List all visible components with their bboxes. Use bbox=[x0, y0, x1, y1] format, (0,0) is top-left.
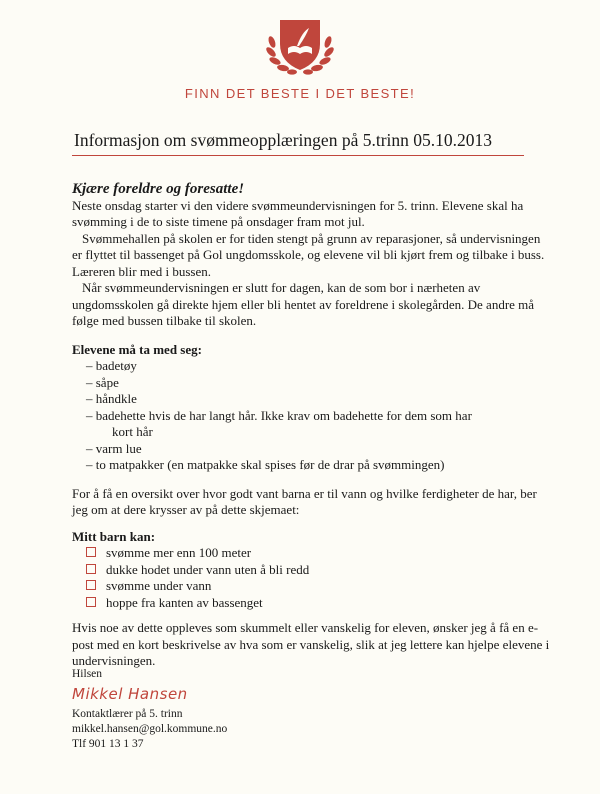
checkbox[interactable] bbox=[86, 547, 96, 557]
checklist-label: dukke hodet under vann uten å bli redd bbox=[106, 561, 310, 577]
list-item: – badetøy bbox=[86, 358, 137, 373]
paragraph-pickup-info: Når svømmeundervisningen er slutt for dagen, kan de som bor i nærheten av ungdomsskolen gå direkte hjem eller bli hentet av foreldrene i skolegården. De andre må følge med bussen tilbake til skolen. bbox=[72, 280, 535, 328]
list-item: – to matpakker (en matpakke skal spises før de drar på svømmingen) bbox=[86, 457, 445, 472]
page-title: Informasjon om svømmeopplæringen på 5.trinn 05.10.2013 bbox=[74, 130, 493, 150]
list-item: – håndkle bbox=[86, 391, 137, 406]
teacher-role: Kontaktlærer på 5. trinn bbox=[72, 708, 183, 720]
checkbox[interactable] bbox=[86, 564, 96, 574]
school-crest-icon bbox=[262, 14, 338, 80]
checklist-heading: Mitt barn kan: bbox=[72, 528, 156, 544]
list-item-text: – badehette hvis de har langt hår. Ikke krav om badehette for dem som har bbox=[86, 407, 472, 423]
list-item: – varm lue bbox=[86, 440, 142, 456]
paragraph-intro: Neste onsdag starter vi den videre svømmeundervisningen for 5. trinn. Elevene skal ha svømming i de to siste timene på onsdager fram mot jul. bbox=[72, 197, 524, 229]
checklist-label: svømme mer enn 100 meter bbox=[106, 545, 252, 560]
checkbox[interactable] bbox=[86, 580, 96, 590]
teacher-phone: Tlf 901 13 1 37 bbox=[72, 738, 144, 750]
checklist-item bbox=[72, 562, 552, 579]
school-slogan: FINN DET BESTE I DET BESTE! bbox=[184, 86, 416, 101]
checklist-label: svømme under vann bbox=[106, 578, 212, 593]
teacher-email: mikkel.hansen@gol.kommune.no bbox=[72, 723, 228, 735]
skills-checklist bbox=[72, 545, 552, 611]
signature-block bbox=[72, 667, 227, 752]
list-item-continuation: kort hår bbox=[112, 424, 153, 439]
list-item bbox=[72, 408, 552, 441]
checklist-item bbox=[72, 595, 552, 612]
handwritten-signature: Mikkel Hansen bbox=[72, 685, 188, 703]
title-divider bbox=[72, 155, 524, 156]
closing-paragraph: Hvis noe av dette oppleves som skummelt eller vanskelig for eleven, ønsker jeg å få en e-post med en kort beskrivelse av hva som er vanskelig, slik at jeg lettere kan hjelpe elevene i undervisningen. bbox=[72, 620, 550, 668]
checkbox[interactable] bbox=[86, 597, 96, 607]
list-item: – såpe bbox=[86, 374, 119, 390]
letter-body bbox=[72, 181, 552, 670]
paragraph-pool-info: Svømmehallen på skolen er for tiden stengt på grunn av reparasjoner, så undervisningen er flyttet til bassenget på Gol ungdomsskole, og elevene vil bli kjørt frem og tilbake i buss. Læreren blir med i bussen. bbox=[72, 230, 545, 279]
salutation: Hilsen bbox=[72, 668, 103, 680]
checklist-item bbox=[72, 545, 552, 562]
greeting: Kjære foreldre og foresatte! bbox=[72, 181, 245, 197]
checklist-label: hoppe fra kanten av bassenget bbox=[106, 594, 263, 610]
checklist-item bbox=[72, 578, 552, 595]
packing-heading: Elevene må ta med seg: bbox=[72, 341, 202, 357]
packing-list bbox=[72, 358, 552, 474]
survey-intro: For å få en oversikt over hvor godt vant barna er til vann og hvilke ferdigheter de har, ber jeg om at dere krysser av på dette skjemaet: bbox=[72, 485, 537, 517]
